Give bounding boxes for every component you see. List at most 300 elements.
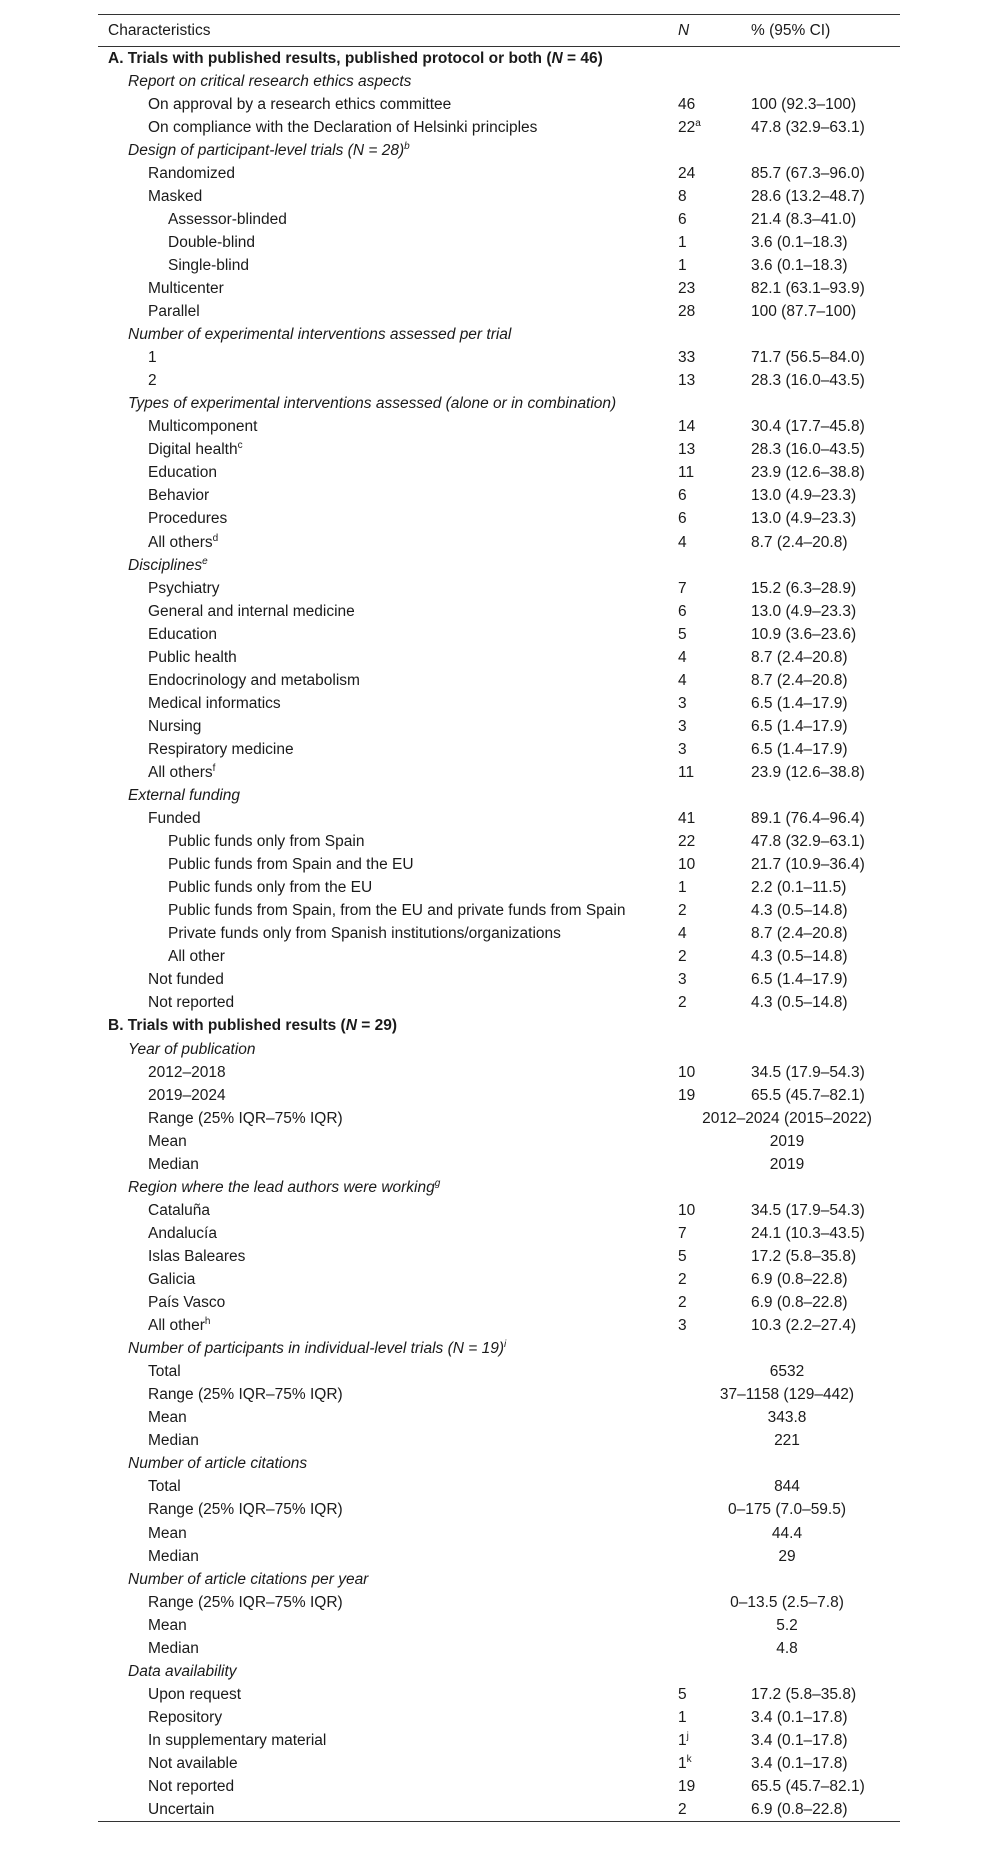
n-cell [670,1291,740,1314]
table-row [98,577,900,600]
row-label: Disciplines [128,556,203,574]
n-cell [670,1038,740,1061]
row-label-cell [98,1337,670,1360]
row-label-cell [98,830,670,853]
n-cell [670,1061,740,1084]
row-label: Number of article citations [128,1455,308,1473]
n-cell [670,1176,740,1199]
n-cell [670,346,740,369]
n-cell [670,484,740,507]
row-label: Respiratory medicine [148,740,294,758]
n-value: 1 [678,256,687,274]
row-label: Median [148,1432,199,1450]
row-label: Mean [148,1616,187,1634]
n-value: 2 [678,1800,687,1818]
n-cell [670,1683,740,1706]
n-cell [670,70,740,93]
pct-ci-cell: 13.0 (4.9–23.3) [751,602,857,620]
summary-value-cell: 5.2 [776,1616,798,1634]
n-cell [670,922,740,945]
pct-ci-cell: 47.8 (32.9–63.1) [751,833,865,851]
row-label: Uncertain [148,1800,215,1818]
pct-ci-cell: 10.9 (3.6–23.6) [751,625,857,643]
row-label: Medical informatics [148,694,281,712]
n-cell [670,1268,740,1291]
pct-ci-cell: 23.9 (12.6–38.8) [751,464,865,482]
pct-ci-cell: 30.4 (17.7–45.8) [751,418,865,436]
table-row [98,853,900,876]
row-label: Cataluña [148,1201,211,1219]
row-label-cell [98,507,670,530]
n-cell [670,461,740,484]
summary-value-cell: 343.8 [767,1409,807,1427]
table-row [98,1153,900,1176]
row-label-cell [98,1452,670,1475]
table-row [98,669,900,692]
n-cell [670,1084,740,1107]
table-row [98,1614,900,1637]
n-cell [670,231,740,254]
row-label-cell [98,1798,670,1821]
summary-value-cell: 844 [774,1478,800,1496]
n-cell [670,1314,740,1337]
pct-ci-cell: 6.5 (1.4–17.9) [751,971,848,989]
row-label-cell [98,346,670,369]
pct-ci-cell: 21.7 (10.9–36.4) [751,856,865,874]
row-label: Data availability [128,1662,237,1680]
footnote-marker: f [212,762,216,774]
characteristics-table [98,14,900,1822]
pct-ci-cell [740,139,900,162]
row-label-cell [98,392,670,415]
row-label-cell [98,554,670,577]
summary-value-cell: 2019 [769,1155,805,1173]
row-label-cell [98,692,670,715]
table-row [98,208,900,231]
row-label-cell [98,1291,670,1314]
row-label-cell [98,323,670,346]
pct-ci-cell [740,70,900,93]
n-cell [670,1568,740,1591]
table-row [98,1314,900,1337]
n-value: 7 [678,579,687,597]
table-row [98,1637,900,1660]
row-label-cell [98,1591,670,1614]
n-cell [670,185,740,208]
table-row [98,254,900,277]
n-cell [670,415,740,438]
row-label: Randomized [148,164,236,182]
row-label-cell [98,530,670,553]
pct-ci-cell: 2.2 (0.1–11.5) [751,879,847,897]
summary-value-cell: 2019 [769,1132,805,1150]
row-label: Education [148,625,217,643]
table-row [98,1291,900,1314]
row-label-cell [98,70,670,93]
pct-ci-cell: 65.5 (45.7–82.1) [751,1086,865,1104]
n-value: 11 [678,464,695,482]
row-label-cell [98,116,670,139]
n-cell [670,1798,740,1821]
row-label: Assessor-blinded [168,210,287,228]
row-label: All other [168,948,225,966]
table-row [98,945,900,968]
pct-ci-cell [740,1660,900,1683]
row-label: Number of participants in individual-level trials (N = 19) [128,1340,505,1358]
row-label: Nursing [148,717,202,735]
n-cell [670,1752,740,1775]
n-value: 5 [678,625,687,643]
row-label-cell [98,807,670,830]
n-value: 2 [678,1271,687,1288]
row-label-cell [98,945,670,968]
row-label: Endocrinology and metabolism [148,671,360,689]
row-label: Report on critical research ethics aspects [128,72,412,90]
pct-ci-cell: 3.4 (0.1–17.8) [751,1754,848,1772]
n-value: 2 [678,902,687,920]
row-label: Median [148,1155,199,1173]
row-label-cell [98,1176,670,1199]
pct-ci-cell [740,392,900,415]
table-row [98,1383,900,1406]
n-cell [670,1199,740,1222]
footnote-marker: d [212,532,219,544]
row-label-cell [98,139,670,162]
row-label-cell [98,784,670,807]
n-value: 3 [678,971,687,989]
pct-ci-cell: 34.5 (17.9–54.3) [751,1063,865,1081]
n-cell [670,968,740,991]
row-label-cell [98,1383,670,1406]
row-label-cell [98,1775,670,1798]
n-cell [670,507,740,530]
pct-ci-cell: 6.5 (1.4–17.9) [751,717,848,735]
pct-ci-cell: 28.3 (16.0–43.5) [751,372,865,390]
table-row [98,484,900,507]
pct-ci-cell: 8.7 (2.4–20.8) [751,671,848,689]
table-header [98,15,900,47]
footnote-marker: h [204,1316,211,1328]
pct-ci-cell: 4.3 (0.5–14.8) [751,948,848,966]
n-cell [670,945,740,968]
row-label-cell [98,1729,670,1752]
row-label-cell [98,1199,670,1222]
n-cell [670,1706,740,1729]
row-label: Public funds only from Spain [168,833,365,851]
pct-ci-cell: 13.0 (4.9–23.3) [751,510,857,528]
n-cell [670,530,740,553]
row-label-cell [98,1314,670,1337]
summary-value-cell: 0–13.5 (2.5–7.8) [730,1593,844,1611]
row-label: Digital health [148,441,238,459]
pct-ci-cell: 3.6 (0.1–18.3) [751,233,848,251]
pct-ci-cell [740,1176,900,1199]
pct-ci-cell: 85.7 (67.3–96.0) [751,164,865,182]
table-row [98,1545,900,1568]
table-row [98,600,900,623]
row-label-cell [98,761,670,784]
pct-ci-cell: 82.1 (63.1–93.9) [751,279,865,297]
summary-value-cell: 6532 [769,1363,805,1381]
row-label: Public health [148,648,237,666]
row-label-cell [98,415,670,438]
row-label: Multicenter [148,279,224,297]
table-row [98,116,900,139]
n-cell [670,277,740,300]
row-label-cell [98,1614,670,1637]
summary-value-cell: 37–1158 (129–442) [719,1386,855,1404]
n-value: 4 [678,925,687,943]
n-cell [670,761,740,784]
row-label: Not available [148,1754,238,1772]
table-row [98,1729,900,1752]
n-value: 23 [678,279,696,297]
row-label-cell [98,1522,670,1545]
row-label-cell [98,853,670,876]
row-label-cell [98,277,670,300]
subsection-row [98,784,900,807]
table-row [98,277,900,300]
row-label: All others [148,533,213,551]
summary-value-cell: 0–175 (7.0–59.5) [727,1501,847,1519]
n-value: 22 [678,833,696,851]
table-row [98,876,900,899]
row-label: Funded [148,810,201,828]
row-label: Median [148,1547,199,1565]
n-value: 8 [678,187,687,205]
table-row [98,646,900,669]
table-row [98,1061,900,1084]
row-label: External funding [128,787,241,805]
table-row [98,1245,900,1268]
n-value: 10 [678,856,696,874]
n-value: 10 [678,1201,696,1219]
n-cell [670,669,740,692]
row-label: Range (25% IQR–75% IQR) [148,1386,343,1404]
n-cell [670,1452,740,1475]
subsection-row [98,70,900,93]
n-cell [670,715,740,738]
row-label-cell [98,1084,670,1107]
pct-ci-cell: 3.6 (0.1–18.3) [751,256,848,274]
pct-ci-cell: 34.5 (17.9–54.3) [751,1201,865,1219]
pct-ci-cell [740,1038,900,1061]
n-cell [670,876,740,899]
row-label-cell [98,899,670,922]
table-row [98,1706,900,1729]
n-value: 1 [678,233,687,251]
table-row [98,991,900,1014]
row-label-cell [98,669,670,692]
n-cell [670,139,740,162]
pct-ci-cell: 21.4 (8.3–41.0) [751,210,857,228]
n-cell [670,1775,740,1798]
row-label-part: A. Trials with published results, published protocol or both ( [108,49,552,67]
row-label-cell [98,1706,670,1729]
row-label: Upon request [148,1685,242,1703]
pct-ci-cell: 100 (87.7–100) [751,303,857,321]
pct-ci-cell: 71.7 (56.5–84.0) [751,349,865,367]
table-row [98,300,900,323]
row-label-cell [98,461,670,484]
row-label-cell [98,991,670,1014]
row-label-cell [98,254,670,277]
n-value: 2 [678,994,687,1012]
subsection-row [98,1660,900,1683]
row-label: Mean [148,1409,187,1427]
characteristics-table-container [98,14,900,1822]
n-cell [670,899,740,922]
row-label: On approval by a research ethics committee [148,95,452,113]
pct-ci-cell: 13.0 (4.9–23.3) [751,487,857,505]
row-label: Not reported [148,1778,235,1796]
table-row [98,1084,900,1107]
pct-ci-cell: 10.3 (2.2–27.4) [751,1317,857,1335]
n-cell [670,623,740,646]
table-row [98,899,900,922]
n-cell [670,991,740,1014]
pct-ci-cell: 3.4 (0.1–17.8) [751,1731,848,1749]
pct-ci-cell: 28.3 (16.0–43.5) [751,441,865,459]
row-label: Range (25% IQR–75% IQR) [148,1501,343,1519]
subsection-row [98,139,900,162]
footnote-marker: e [202,555,208,567]
row-label: All other [148,1317,205,1335]
row-label: Types of experimental interventions assessed (alone or in combination) [128,395,617,413]
n-cell [670,47,740,70]
n-cell [670,208,740,231]
table-row [98,438,900,461]
row-label: Number of article citations per year [128,1570,369,1588]
section-header-row [98,47,900,70]
row-label: Public funds from Spain, from the EU and private funds from Spain [168,902,626,920]
n-value: 28 [678,303,696,321]
pct-ci-cell [740,1452,900,1475]
table-row [98,623,900,646]
n-cell [670,1245,740,1268]
row-label: Psychiatry [148,579,220,597]
table-row [98,1522,900,1545]
table-row [98,1775,900,1798]
row-label: Single-blind [168,256,249,274]
row-label-part: N [345,1017,357,1035]
row-label-cell [98,1360,670,1383]
n-value: 5 [678,1685,687,1703]
n-value: 1 [678,1754,687,1772]
row-label-cell [98,208,670,231]
row-label: Multicomponent [148,418,258,436]
row-label-cell [98,1107,670,1130]
subsection-row [98,323,900,346]
n-cell [670,692,740,715]
table-row [98,830,900,853]
n-value: 19 [678,1086,696,1104]
subsection-row [98,1337,900,1360]
row-label: Design of participant-level trials (N = 28) [128,141,405,159]
row-label: Year of publication [128,1040,256,1058]
n-cell [670,600,740,623]
n-cell [670,646,740,669]
row-label-cell [98,162,670,185]
summary-value-cell: 4.8 [776,1639,798,1657]
row-label-cell [98,1568,670,1591]
row-label: Islas Baleares [148,1247,246,1265]
pct-ci-cell: 15.2 (6.3–28.9) [751,579,857,597]
section-header-row [98,1014,900,1037]
table-row [98,1591,900,1614]
header-n: N [678,21,690,39]
pct-ci-cell: 28.6 (13.2–48.7) [751,187,865,205]
n-cell [670,830,740,853]
row-label: Masked [148,187,203,205]
row-label-cell [98,47,670,70]
n-value: 1 [678,1731,687,1749]
row-label-cell [98,1683,670,1706]
subsection-row [98,1038,900,1061]
pct-ci-cell: 4.3 (0.5–14.8) [751,994,848,1012]
row-label: 2 [148,372,157,390]
n-cell [670,162,740,185]
pct-ci-cell: 8.7 (2.4–20.8) [751,648,848,666]
row-label-part: N [551,49,563,67]
pct-ci-cell: 100 (92.3–100) [751,95,857,113]
pct-ci-cell [740,1014,900,1037]
n-value: 5 [678,1247,687,1265]
n-cell [670,300,740,323]
table-row [98,1683,900,1706]
row-label: Mean [148,1132,187,1150]
n-cell [670,1222,740,1245]
row-label: Mean [148,1524,187,1542]
footnote-marker: j [686,1730,689,1742]
row-label-cell [98,600,670,623]
n-value: 4 [678,648,687,666]
row-label-cell [98,484,670,507]
row-label-cell [98,369,670,392]
n-cell [670,554,740,577]
n-cell [670,784,740,807]
header-pct: % (95% CI) [751,21,831,39]
pct-ci-cell: 65.5 (45.7–82.1) [751,1778,865,1796]
n-cell [670,577,740,600]
table-row [98,1222,900,1245]
n-cell [670,807,740,830]
row-label-cell [98,738,670,761]
table-row [98,1107,900,1130]
pct-ci-cell: 6.9 (0.8–22.8) [751,1800,848,1818]
row-label: Andalucía [148,1224,217,1242]
n-cell [670,254,740,277]
summary-value-cell: 2012–2024 (2015–2022) [702,1109,872,1127]
pct-ci-cell: 8.7 (2.4–20.8) [751,533,848,551]
table-row [98,461,900,484]
row-label-cell [98,1038,670,1061]
n-value: 6 [678,210,687,228]
table-row [98,346,900,369]
row-label-cell [98,623,670,646]
n-value: 10 [678,1063,696,1081]
row-label: Region where the lead authors were working [128,1178,435,1196]
row-label-cell [98,876,670,899]
table-row [98,369,900,392]
table-row [98,1798,900,1821]
table-body [98,47,900,1822]
row-label: Median [148,1639,199,1657]
n-value: 13 [678,372,696,390]
n-value: 19 [678,1778,696,1796]
table-row [98,530,900,553]
pct-ci-cell: 47.8 (32.9–63.1) [751,118,865,136]
